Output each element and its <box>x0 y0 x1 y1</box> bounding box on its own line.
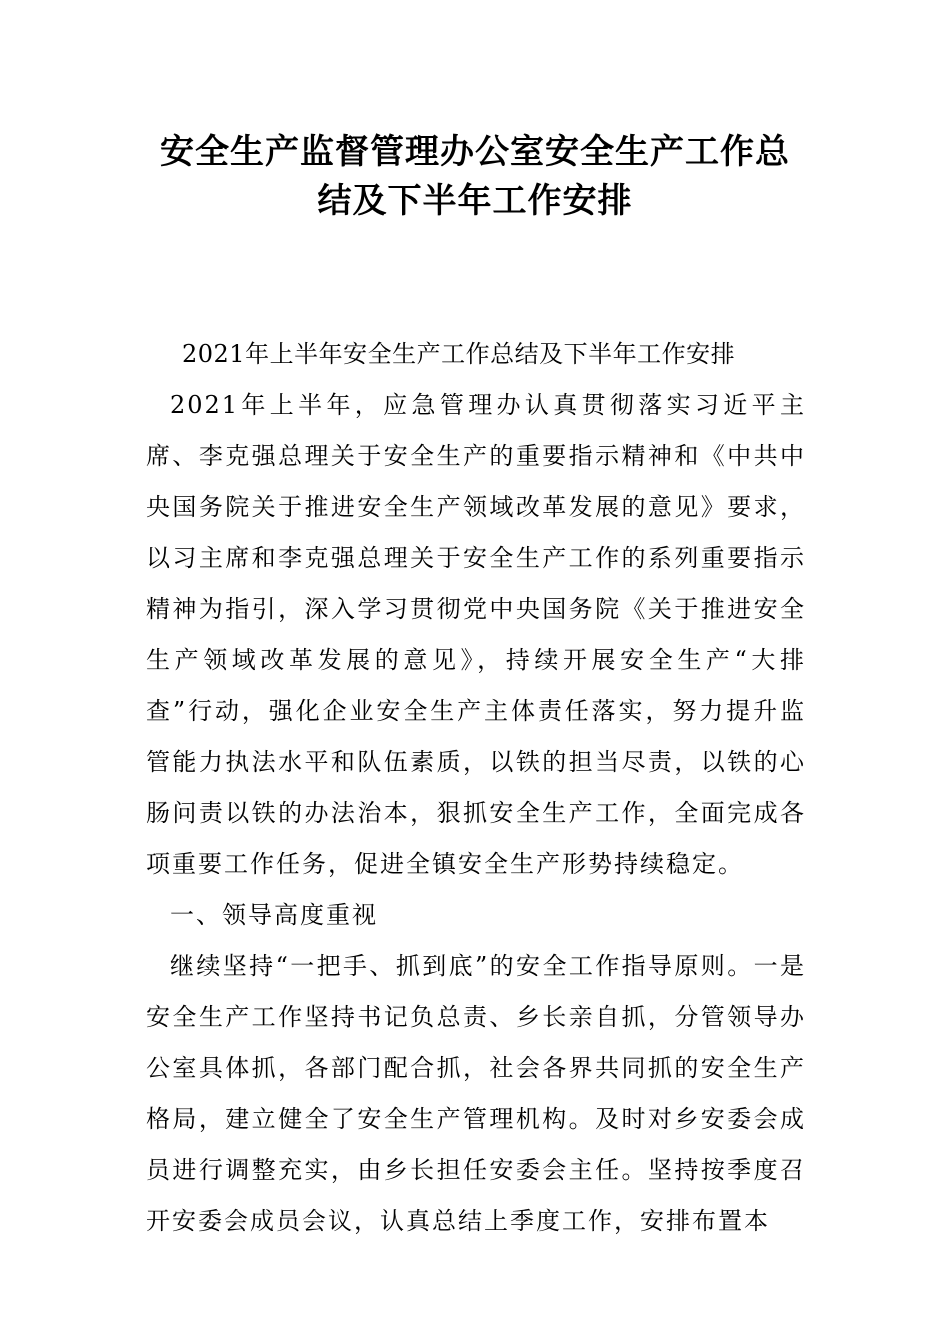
paragraph-leadership: 继续坚持“一把手、抓到底”的安全工作指导原则。一是安全生产工作坚持书记负总责、乡长亲自抓，分管领导办公室具体抓，各部门配合抓，社会各界共同抓的安全生产格局，建立健全了安全生产管理机构。及时对乡安委会成员进行调整充实，由乡长担任安委会主任。坚持按季度召开安委会成员会议，认真总结上季度工作，安排布置本 <box>146 952 806 1235</box>
document-title-line-2: 结及下半年工作安排 <box>317 181 633 221</box>
paragraph-summary: 2021年上半年，应急管理办认真贯彻落实习近平主席、李克强总理关于安全生产的重要指示精神和《中共中央国务院关于推进安全生产领域改革发展的意见》要求，以习主席和李克强总理关于安全生产工作的系列重要指示精神为指引，深入学习贯彻党中央国务院《关于推进安全生产领域改革发展的意见》，持续开展安全生产“大排查”行动，强化企业安全生产主体责任落实，努力提升监管能力执法水平和队伍素质，以铁的担当尽责，以铁的心肠问责以铁的办法治本，狠抓安全生产工作，全面完成各项重要工作任务，促进全镇安全生产形势持续稳定。 <box>146 391 806 878</box>
document-subtitle: 2021年上半年安全生产工作总结及下半年工作安排 <box>182 340 736 368</box>
document-title-line-1: 安全生产监督管理办公室安全生产工作总 <box>160 132 790 172</box>
document-body <box>146 329 806 1247</box>
document-title <box>140 128 810 226</box>
section-heading-leadership: 一、领导高度重视 <box>170 901 378 929</box>
